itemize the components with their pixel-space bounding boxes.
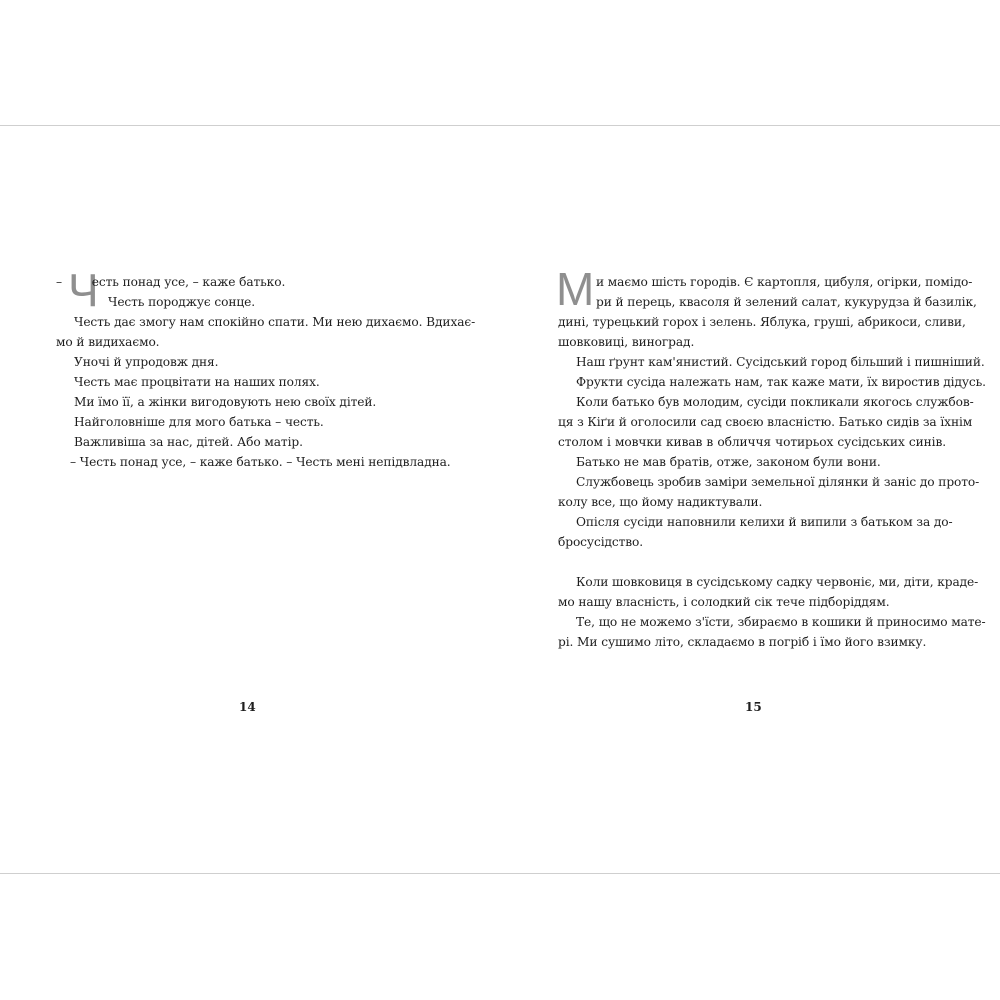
left-page-text [56, 272, 476, 472]
text-line: Важливіша за нас, дітей. Або матір. [74, 435, 303, 449]
text-line: ри й перець, квасоля й зелений салат, кукурудза й базилік, [596, 295, 977, 309]
drop-cap-left: Ч [68, 264, 99, 316]
blank-line [558, 552, 946, 572]
text-line: Честь породжує сонце. [108, 295, 256, 309]
page-number-right: 15 [745, 700, 762, 714]
text-line: Фрукти сусіда належать нам, так каже мати, їх виростив дідусь. [576, 375, 986, 389]
text-line: Коли батько був молодим, сусіди покликали якогось службов- [576, 395, 974, 409]
text-line: Честь має процвітати на наших полях. [74, 375, 320, 389]
text-line: колу все, що йому надиктували. [558, 495, 763, 509]
text-line: Те, що не можемо з'їсти, збираємо в кошики й приносимо мате- [576, 615, 986, 629]
text-line: ця з Кіґи й оголосили сад своєю власністю. Батько сидів за їхнім [558, 415, 973, 429]
text-line: и маємо шість городів. Є картопля, цибуля, огірки, помідо- [596, 275, 973, 289]
text-line: Опісля сусіди наповнили келихи й випили з батьком за до- [576, 515, 953, 529]
text-line: шовковиці, виноград. [558, 335, 695, 349]
text-line: мо нашу власність, і солодкий сік тече підборіддям. [558, 595, 890, 609]
drop-cap-right: М [556, 263, 595, 315]
text-line: рі. Ми сушимо літо, складаємо в погріб і їмо його взимку. [558, 635, 927, 649]
text-line: Ми їмо її, а жінки вигодовують нею своїх дітей. [74, 395, 377, 409]
text-line: Коли шовковиця в сусідському садку червоніє, ми, діти, краде- [576, 575, 979, 589]
text-line: бросусідство. [558, 535, 644, 549]
text-line: Уночі й упродовж дня. [74, 355, 219, 369]
text-line: – Честь понад усе, – каже батько. – Честь мені непідвладна. [70, 455, 451, 469]
text-line: Честь дає змогу нам спокійно спати. Ми нею дихаємо. Вдихає- [74, 315, 476, 329]
left-page [0, 126, 500, 873]
page-number-left: 14 [239, 700, 256, 714]
text-line: Службовець зробив заміри земельної ділянки й заніс до прото- [576, 475, 980, 489]
text-line: Батько не мав братів, отже, законом були вони. [576, 455, 881, 469]
text-line: мо й видихаємо. [56, 335, 160, 349]
text-line: – есть понад усе, – каже батько. [56, 275, 286, 289]
right-page-text [558, 272, 986, 652]
text-line: Найголовніше для мого батька – честь. [74, 415, 324, 429]
text-line: столом і мовчки кивав в обличчя чотирьох сусідських синів. [558, 435, 946, 449]
text-line: Наш ґрунт кам'янистий. Сусідський город більший і пишніший. [576, 355, 985, 369]
text-line: дині, турецький горох і зелень. Яблука, груші, абрикоси, сливи, [558, 315, 966, 329]
